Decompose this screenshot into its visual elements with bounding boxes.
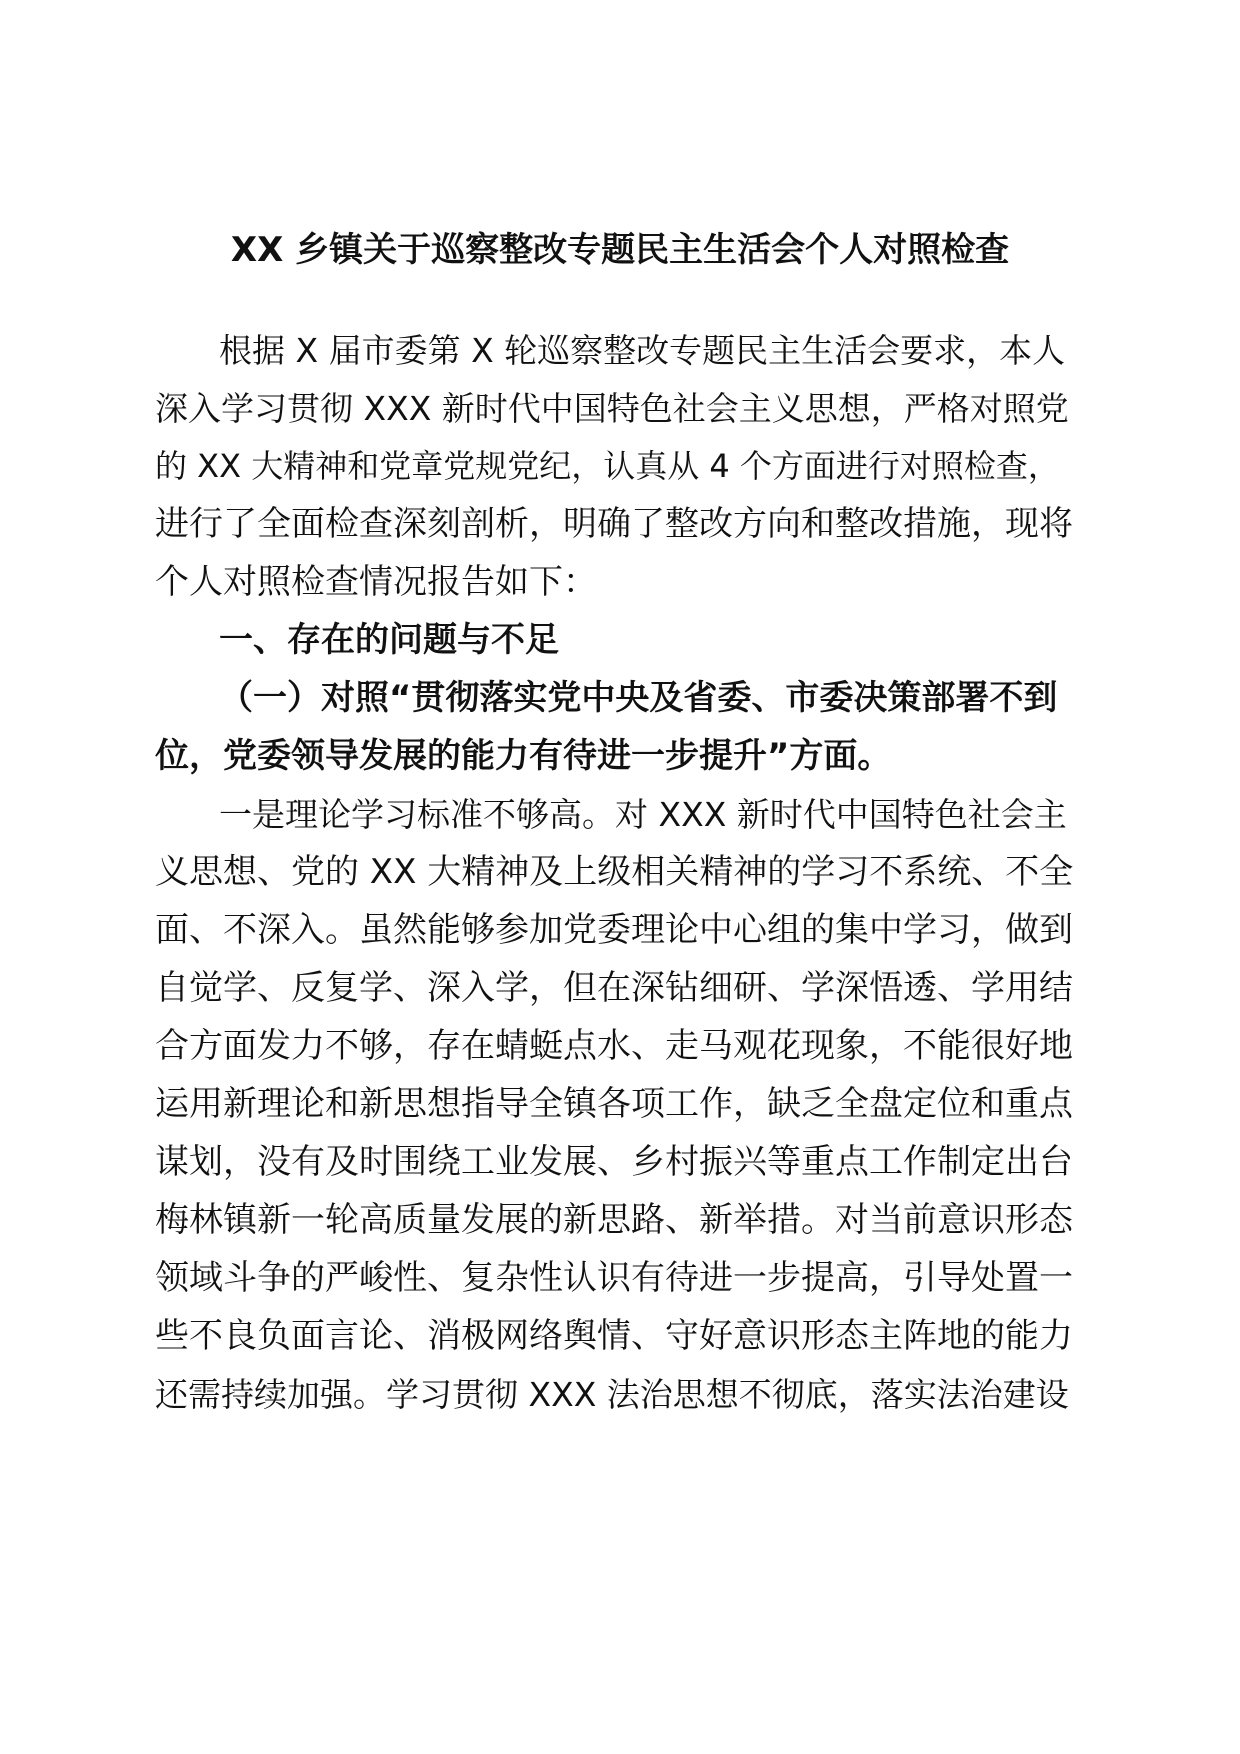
paragraph-line: 谋划，没有及时围绕工业发展、乡村振兴等重点工作制定出台 — [155, 1142, 1073, 1182]
paragraph-line: 些不良负面言论、消极网络舆情、守好意识形态主阵地的能力 — [155, 1316, 1073, 1356]
paragraph-line: 还需持续加强。学习贯彻 XXX 法治思想不彻底，落实法治建设 — [155, 1375, 1069, 1414]
paragraph-line: 根据 X 届市委第 X 轮巡察整改专题民主生活会要求，本人 — [219, 331, 1066, 370]
paragraph-line: 深入学习贯彻 XXX 新时代中国特色社会主义思想，严格对照党 — [155, 389, 1069, 428]
paragraph-line: 运用新理论和新思想指导全镇各项工作，缺乏全盘定位和重点 — [155, 1084, 1073, 1124]
paragraph-line: 面、不深入。虽然能够参加党委理论中心组的集中学习，做到 — [155, 910, 1073, 950]
paragraph-line: 义思想、党的 XX 大精神及上级相关精神的学习不系统、不全 — [155, 852, 1074, 892]
paragraph-line: 的 XX 大精神和党章党规党纪，认真从 4 个方面进行对照检查， — [155, 447, 1060, 485]
paragraph-line: 进行了全面检查深刻剖析，明确了整改方向和整改措施，现将 — [155, 504, 1073, 544]
paragraph-line: 梅林镇新一轮高质量发展的新思路、新举措。对当前意识形态 — [155, 1200, 1073, 1240]
heading-line: 一、存在的问题与不足 — [219, 620, 559, 660]
paragraph-line: 自觉学、反复学、深入学，但在深钻细研、学深悟透、学用结 — [155, 968, 1073, 1008]
heading-line: （一）对照“贯彻落实党中央及省委、市委决策部署不到 — [219, 678, 1058, 718]
heading-line: 位，党委领导发展的能力有待进一步提升”方面。 — [155, 736, 892, 776]
paragraph-line: 领域斗争的严峻性、复杂性认识有待进一步提高，引导处置一 — [155, 1258, 1073, 1298]
paragraph-line: 个人对照检查情况报告如下： — [155, 562, 597, 602]
paragraph-line: 一是理论学习标准不够高。对 XXX 新时代中国特色社会主 — [219, 795, 1067, 834]
document-title: XX 乡镇关于巡察整改专题民主生活会个人对照检查 — [230, 230, 1010, 270]
paragraph-line: 合方面发力不够，存在蜻蜓点水、走马观花现象，不能很好地 — [155, 1026, 1073, 1066]
